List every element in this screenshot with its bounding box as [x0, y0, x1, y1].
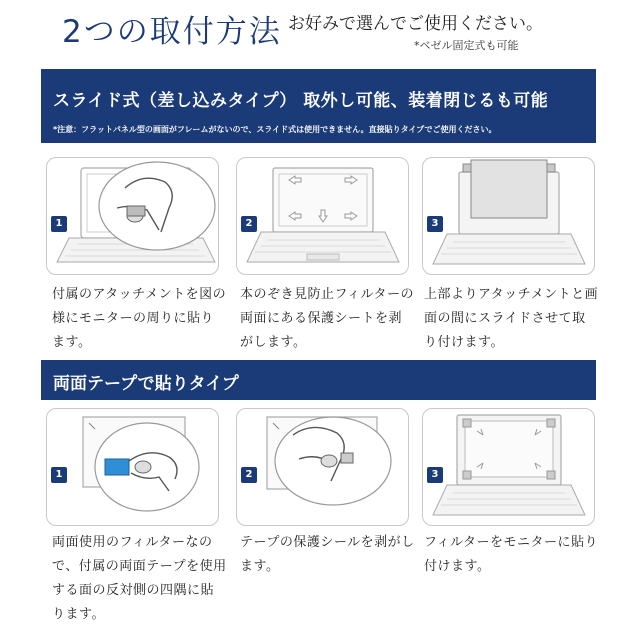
slide-step-2-badge: 2 [241, 216, 257, 232]
slide-step-3-text: 上部よりアタッチメントと画面の間にスライドさせて取り付けます。 [424, 287, 599, 350]
slide-step-2-image [236, 157, 409, 275]
tape-step-3-image [422, 408, 595, 526]
slide-type-warning: *注意：フラットパネル型の画面がフレームがないので、スライド式は使用できません。直接貼りタイプでご使用ください。 [53, 125, 497, 134]
slide-type-banner [41, 69, 596, 143]
bezel-note: *ベゼル固定式も可能 [414, 39, 519, 52]
page-subtitle: お好みで選んでご使用ください。 [288, 14, 543, 34]
slide-step-1-image [46, 157, 219, 275]
tape-step-1-badge: 1 [51, 467, 67, 483]
slide-step-2-text: 本のぞき見防止フィルターの両面にある保護シートを剥がします。 [240, 287, 414, 350]
slide-step-1-text: 付属のアタッチメントを図の様にモニターの周りに貼ります。 [52, 287, 227, 350]
tape-step-1-image [46, 408, 219, 526]
tape-type-banner [41, 360, 596, 400]
tape-step-2-badge: 2 [241, 467, 257, 483]
page-title: 2つの取付方法 [62, 14, 282, 50]
tape-step-3-badge: 3 [427, 467, 443, 483]
tape-step-2-text: テープの保護シールを剥がします。 [240, 535, 415, 574]
slide-step-3-badge: 3 [427, 216, 443, 232]
tape-type-heading: 両面テープで貼りタイプ [53, 374, 239, 394]
tape-step-3-text: フィルターをモニターに貼り付けます。 [424, 535, 598, 574]
tape-step-2-image [236, 408, 409, 526]
tape-step-1-text: 両面使用のフィルターなので、付属の両面テープを使用する面の反対側の四隅に貼ります。 [52, 535, 227, 622]
slide-type-heading: スライド式（差し込みタイプ） 取外し可能、装着閉じるも可能 [53, 91, 549, 111]
slide-step-1-badge: 1 [51, 216, 67, 232]
slide-step-3-image [422, 157, 595, 275]
